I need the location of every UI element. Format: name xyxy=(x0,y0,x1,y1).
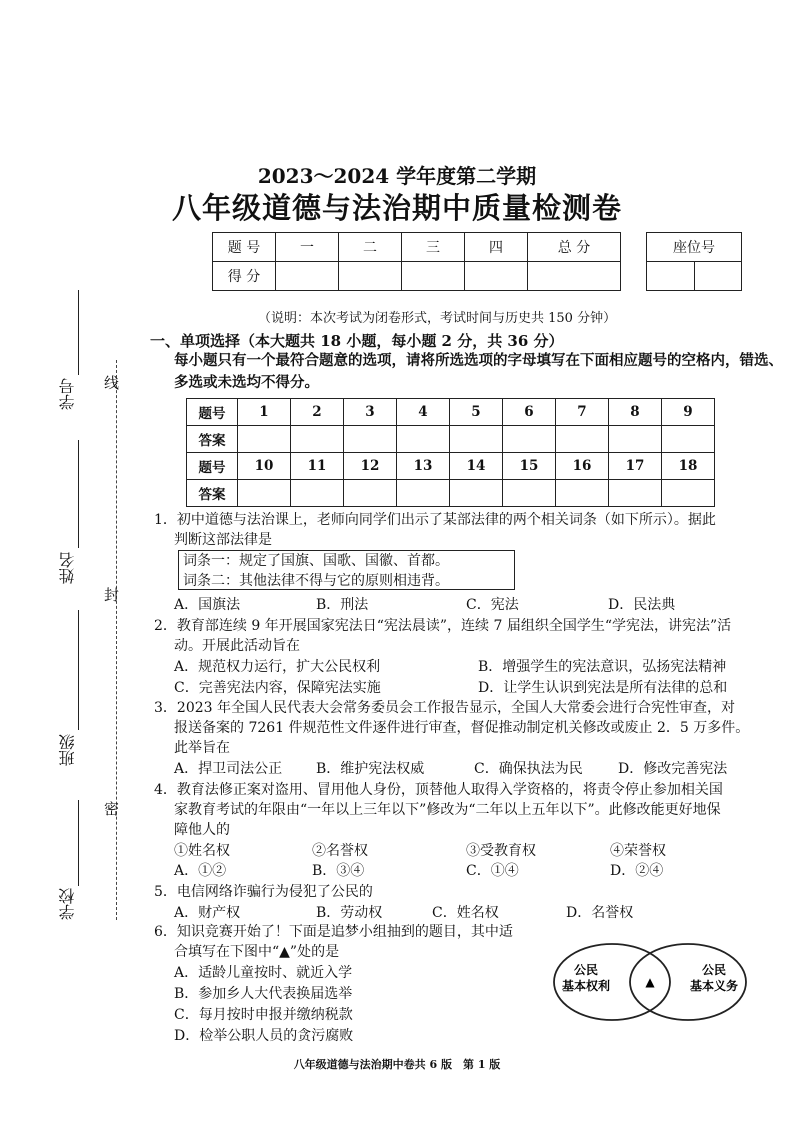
q4-stem-line1: 4．教育法修正案对盗用、冒用他人身份，顶替他人取得入学资格的，将责令停止参加相关国 xyxy=(154,782,723,798)
q3-stem-line3: 此举旨在 xyxy=(174,740,230,756)
question-number: 11 xyxy=(291,453,344,480)
question-number: 12 xyxy=(344,453,397,480)
page-footer: 八年级道德与法治期中卷共 6 版 第 1 版 xyxy=(293,1058,501,1071)
answer-row-label: 题号 xyxy=(187,399,238,426)
answer-cell[interactable] xyxy=(344,480,397,507)
answer-cell[interactable] xyxy=(344,426,397,453)
q1-entry-2: 词条二：其他法律不得与它的原则相违背。 xyxy=(183,573,449,589)
q1-option-d[interactable]: D．民法典 xyxy=(608,597,676,613)
q2-option-a[interactable]: A．规范权力运行，扩大公民权利 xyxy=(174,659,381,675)
venn-left-label-2: 基本权利 xyxy=(561,979,611,993)
answer-row-label: 答案 xyxy=(187,426,238,453)
binding-dashed-line xyxy=(116,360,117,920)
school-blank[interactable] xyxy=(78,800,79,886)
answer-cell[interactable] xyxy=(450,426,503,453)
q3-option-a[interactable]: A．捍卫司法公正 xyxy=(174,761,283,777)
venn-right-label-1: 公民 xyxy=(701,963,727,977)
q6-option-c[interactable]: C．每月按时申报并缴纳税款 xyxy=(174,1007,353,1023)
seat-cell[interactable] xyxy=(647,262,695,291)
school-label: 学校 xyxy=(58,888,77,920)
answer-cell[interactable] xyxy=(397,426,450,453)
seat-cell[interactable] xyxy=(694,262,742,291)
score-cell[interactable] xyxy=(528,262,621,291)
seal-mark-line: 线 xyxy=(104,374,120,392)
answer-cell[interactable] xyxy=(503,480,556,507)
score-row-label: 得 分 xyxy=(213,262,276,291)
seat-label: 座位号 xyxy=(647,233,742,262)
score-cell[interactable] xyxy=(339,262,402,291)
q3-option-c[interactable]: C．确保执法为民 xyxy=(474,761,583,777)
q4-stem-line2: 家教育考试的年限由“一年以上三年以下”修改为“二年以上五年以下”。此修改能更好地保 xyxy=(174,802,721,818)
question-number: 10 xyxy=(238,453,291,480)
answer-cell[interactable] xyxy=(238,426,291,453)
q2-option-b[interactable]: B．增强学生的宪法意识，弘扬宪法精神 xyxy=(478,659,727,675)
answer-cell[interactable] xyxy=(609,480,662,507)
question-number: 2 xyxy=(291,399,344,426)
q6-option-d[interactable]: D．检举公职人员的贪污腐败 xyxy=(174,1028,354,1044)
q5-option-c[interactable]: C．姓名权 xyxy=(432,905,499,921)
q3-stem-line2: 报送备案的 7261 件规范性文件逐件进行审查，督促推动制定机关修改或废止 2．5 万多件。 xyxy=(174,720,750,736)
score-header-cell: 一 xyxy=(276,233,339,262)
answer-row-label: 答案 xyxy=(187,480,238,507)
answer-cell[interactable] xyxy=(662,480,715,507)
q2-option-d[interactable]: D．让学生认识到宪法是所有法律的总和 xyxy=(478,680,728,696)
answer-cell[interactable] xyxy=(503,426,556,453)
q4-item-1: ①姓名权 xyxy=(174,843,230,859)
score-header-cell: 三 xyxy=(402,233,465,262)
question-number: 17 xyxy=(609,453,662,480)
answer-cell[interactable] xyxy=(609,426,662,453)
question-number: 16 xyxy=(556,453,609,480)
q1-option-a[interactable]: A．国旗法 xyxy=(174,597,241,613)
q4-stem-line3: 障他人的 xyxy=(174,822,230,838)
venn-left-label-1: 公民 xyxy=(573,963,599,977)
answer-cell[interactable] xyxy=(291,480,344,507)
q4-option-c[interactable]: C．①④ xyxy=(466,863,519,879)
q1-option-c[interactable]: C．宪法 xyxy=(466,597,519,613)
q1-stem-line2: 判断这部法律是 xyxy=(174,532,272,548)
answer-cell[interactable] xyxy=(238,480,291,507)
q6-stem-line1: 6．知识竞赛开始了！下面是追梦小组抽到的题目，其中适 xyxy=(154,924,513,940)
question-number: 8 xyxy=(609,399,662,426)
q1-definition-box xyxy=(178,550,515,590)
venn-center-triangle: ▲ xyxy=(645,975,655,989)
score-cell[interactable] xyxy=(465,262,528,291)
venn-right-label-2: 基本义务 xyxy=(689,979,739,993)
section-instructions: 每小题只有一个最符合题意的选项，请将所选选项的字母填写在下面相应题号的空格内，错选、多选或未选均不得分。 xyxy=(174,353,783,391)
name-blank[interactable] xyxy=(78,440,79,548)
q1-option-b[interactable]: B．刑法 xyxy=(316,597,369,613)
q2-stem-line1: 2．教育部连续 9 年开展国家宪法日“宪法晨读”，连续 7 届组织全国学生“学宪法，讲宪法”活 xyxy=(154,618,732,634)
exam-note: （说明：本次考试为闭卷形式，考试时间与历史共 150 分钟） xyxy=(258,311,617,326)
q6-stem-line2: 合填写在下图中“▲”处的是 xyxy=(174,944,340,960)
seal-mark-seal: 封 xyxy=(104,586,120,604)
score-header-cell: 二 xyxy=(339,233,402,262)
section-title: 一、单项选择（本大题共 18 小题，每小题 2 分，共 36 分） xyxy=(150,332,564,350)
question-number: 15 xyxy=(503,453,556,480)
name-label: 姓名 xyxy=(58,552,77,584)
answer-cell[interactable] xyxy=(662,426,715,453)
q5-option-a[interactable]: A．财产权 xyxy=(174,905,241,921)
question-number: 9 xyxy=(662,399,715,426)
question-number: 1 xyxy=(238,399,291,426)
q4-option-d[interactable]: D．②④ xyxy=(610,863,664,879)
question-number: 6 xyxy=(503,399,556,426)
score-header-cell: 四 xyxy=(465,233,528,262)
exam-title: 八年级道德与法治期中质量检测卷 xyxy=(171,191,622,225)
student-id-label: 学号 xyxy=(58,378,77,410)
answer-cell[interactable] xyxy=(291,426,344,453)
q6-option-a[interactable]: A．适龄儿童按时、就近入学 xyxy=(174,965,353,981)
q3-option-d[interactable]: D．修改完善宪法 xyxy=(618,761,728,777)
seat-table xyxy=(646,232,742,291)
question-number: 3 xyxy=(344,399,397,426)
class-blank[interactable] xyxy=(78,610,79,730)
q5-stem: 5．电信网络诈骗行为侵犯了公民的 xyxy=(154,884,373,900)
q5-option-d[interactable]: D．名誉权 xyxy=(566,905,634,921)
seal-mark-secret: 密 xyxy=(104,800,120,818)
q3-option-b[interactable]: B．维护宪法权威 xyxy=(316,761,425,777)
answer-cell[interactable] xyxy=(397,480,450,507)
class-label: 班级 xyxy=(58,734,77,766)
answer-cell[interactable] xyxy=(450,480,503,507)
q4-item-2: ②名誉权 xyxy=(312,843,368,859)
score-header-cell: 总 分 xyxy=(528,233,621,262)
q2-option-c[interactable]: C．完善宪法内容，保障宪法实施 xyxy=(174,680,381,696)
exam-year: 2023～2024 学年度第二学期 xyxy=(257,164,537,188)
score-table xyxy=(212,232,621,291)
question-number: 7 xyxy=(556,399,609,426)
score-header-cell: 题 号 xyxy=(213,233,276,262)
score-cell[interactable] xyxy=(276,262,339,291)
q1-stem-line1: 1．初中道德与法治课上，老师向同学们出示了某部法律的两个相关词条（如下所示）。据此 xyxy=(154,512,716,528)
venn-diagram xyxy=(550,940,750,1026)
answer-row-label: 题号 xyxy=(187,453,238,480)
question-number: 4 xyxy=(397,399,450,426)
answer-cell[interactable] xyxy=(556,480,609,507)
answer-cell[interactable] xyxy=(556,426,609,453)
question-number: 13 xyxy=(397,453,450,480)
q5-option-b[interactable]: B．劳动权 xyxy=(316,905,383,921)
q4-option-a[interactable]: A．①② xyxy=(174,863,227,879)
q3-stem-line1: 3．2023 年全国人民代表大会常务委员会工作报告显示，全国人大常委会进行合宪性审查，对 xyxy=(154,700,735,716)
score-cell[interactable] xyxy=(402,262,465,291)
q2-stem-line2: 动。开展此活动旨在 xyxy=(174,638,300,654)
q4-item-4: ④荣誉权 xyxy=(610,843,666,859)
answer-table xyxy=(186,398,715,507)
q4-option-b[interactable]: B．③④ xyxy=(312,863,365,879)
question-number: 18 xyxy=(662,453,715,480)
question-number: 5 xyxy=(450,399,503,426)
question-number: 14 xyxy=(450,453,503,480)
q6-option-b[interactable]: B．参加乡人大代表换届选举 xyxy=(174,986,353,1002)
student-id-blank[interactable] xyxy=(78,290,79,375)
q1-entry-1: 词条一：规定了国旗、国歌、国徽、首都。 xyxy=(183,553,449,569)
q4-item-3: ③受教育权 xyxy=(466,843,536,859)
